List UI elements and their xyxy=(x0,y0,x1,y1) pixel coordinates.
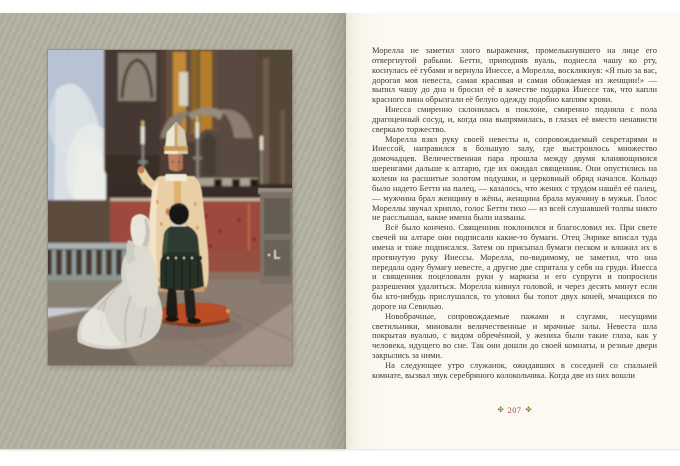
fleuron-left-icon: ✤ xyxy=(497,405,504,414)
fleuron-right-icon: ✤ xyxy=(525,405,532,414)
page-number: 207 xyxy=(507,405,522,415)
left-page xyxy=(0,13,346,449)
paragraph: Морелла взял руку своей невесты и, сопровождаемый секретарями и Инессой, направился в большую залу, где выстроилось множество домочадцев. Величественная пара прошла между двумя кланяющимися шеренгами дальше к алтарю, где их ожидал священник. Они опустились на колени на расшитые золотом подушки, и церковный обряд начался. Кольцо было надето Бетти на палец, — казалось, что жених с трудом нашёл её палец, — мужчина брал женщину в жёны, женщина брала мужчину в мужья. Голос Мореллы звучал хрипло, голос Бетти тихо — из всей слушавшей толпы никто не расслышал, какие имена были названы. xyxy=(372,133,657,223)
book-spread xyxy=(0,13,680,449)
page-footer xyxy=(372,405,657,416)
paragraph: Новобрачные, сопровождаемые пажами и слугами, несущими светильники, миновали величественные и мрачные залы. Невеста шла покрытая вуалью, с видом обречённой, у жениха были такие глаза, как у человека, идущего во сне. Так они дошли до своей комнаты, и резные двери закрылись за ними. xyxy=(372,310,657,361)
right-page xyxy=(346,13,680,449)
paragraph: Инесса смиренно склонилась в поклоне, смиренно подняла с пола драгоценный сосуд, и, когда она выпрямилась, в глазах её вместо ненависти сверкало торжество. xyxy=(372,104,657,134)
paragraph: На следующее утро служанок, ожидавших в соседней со спальней комнате, вызвал звук серебряного колокольчика. Когда две из них вошли xyxy=(372,360,657,380)
wedding-ceremony-illustration xyxy=(48,50,292,365)
paragraph: Морелла не заметил злого выражения, промелькнувшего на лице его отвергнутой рабыни. Бетти, приподняв вуаль, поднесла чашу ко рту, коснулась её губами и вернула Инессе, а Морелла, воскликнув: «Я пью за вас, дорогая моя невеста, самая красивая и самая обожаемая из женщин!» — выпил чашу до дна и бросил её в качестве подарка Инессе так, что капли красного вина обрызгали её белую одежду подобно каплям крови. xyxy=(372,46,657,105)
paragraph: Всё было кончено. Священник поклонился и благословил их. При свете свечей на алтаре они подписали какие-то бумаги. Отец Энрике вписал туда имена и тоже подписался. Затем он присыпал бумаги песком и вложил их в протянутую руку Инессы. Морелла, по-видимому, не заметил, что она передала одну бумагу невесте, а другие две спрятала у себя на груди. Инесса и священник поцеловали руки у маркиза и его супруги и попросили разрешения удалиться. Морелла кивнул головой, и через десять минут если бы кто-нибудь прислушался, то уловил бы топот двух коней, мчащихся по дороге на Севилью. xyxy=(372,222,657,311)
text-block xyxy=(372,46,657,404)
